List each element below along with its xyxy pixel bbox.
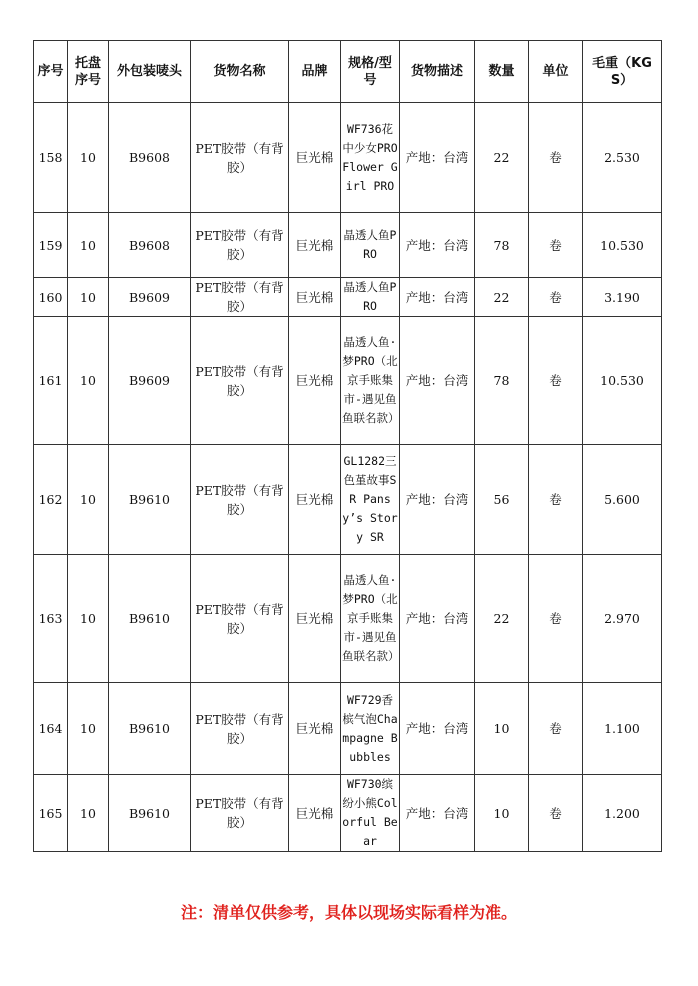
cell-pallet: 10 xyxy=(68,213,109,278)
cell-unit: 卷 xyxy=(529,278,583,317)
col-header-spec: 规格/型号 xyxy=(341,41,400,103)
cell-brand: 巨光棉 xyxy=(289,317,341,445)
cell-spec: GL1282三色堇故事SR Pansy’s Story SR xyxy=(341,445,400,555)
cell-spec: WF729香槟气泡Champagne Bubbles xyxy=(341,683,400,775)
cell-brand: 巨光棉 xyxy=(289,775,341,852)
cell-qty: 56 xyxy=(475,445,529,555)
cell-qty: 78 xyxy=(475,213,529,278)
cell-pallet: 10 xyxy=(68,278,109,317)
cell-qty: 22 xyxy=(475,103,529,213)
cell-name: PET胶带（有背胶） xyxy=(191,445,289,555)
cell-spec: 晶透人鱼·梦PRO（北京手账集市-遇见鱼鱼联名款） xyxy=(341,555,400,683)
cell-weight: 1.100 xyxy=(583,683,662,775)
cell-spec: 晶透人鱼PRO xyxy=(341,213,400,278)
cell-weight: 10.530 xyxy=(583,317,662,445)
cell-seq: 161 xyxy=(34,317,68,445)
cell-name: PET胶带（有背胶） xyxy=(191,317,289,445)
cell-weight: 2.530 xyxy=(583,103,662,213)
cell-desc: 产地：台湾 xyxy=(400,103,475,213)
cell-qty: 10 xyxy=(475,683,529,775)
col-header-weight: 毛重（KGS） xyxy=(583,41,662,103)
packing-list-table xyxy=(33,40,662,852)
cell-unit: 卷 xyxy=(529,445,583,555)
col-header-name: 货物名称 xyxy=(191,41,289,103)
disclaimer-note: 注：清单仅供参考，具体以现场实际看样为准。 xyxy=(180,903,517,922)
table-row xyxy=(34,213,662,278)
cell-desc: 产地：台湾 xyxy=(400,683,475,775)
cell-unit: 卷 xyxy=(529,683,583,775)
cell-pallet: 10 xyxy=(68,103,109,213)
cell-weight: 1.200 xyxy=(583,775,662,852)
cell-brand: 巨光棉 xyxy=(289,445,341,555)
col-header-seq: 序号 xyxy=(34,41,68,103)
cell-spec: WF736花中少女PRO Flower Girl PRO xyxy=(341,103,400,213)
cell-weight: 3.190 xyxy=(583,278,662,317)
cell-seq: 159 xyxy=(34,213,68,278)
col-header-mark: 外包装唛头 xyxy=(109,41,191,103)
col-header-pallet: 托盘序号 xyxy=(68,41,109,103)
cell-desc: 产地：台湾 xyxy=(400,555,475,683)
cell-unit: 卷 xyxy=(529,317,583,445)
cell-qty: 22 xyxy=(475,555,529,683)
col-header-brand: 品牌 xyxy=(289,41,341,103)
cell-mark: B9610 xyxy=(109,555,191,683)
cell-name: PET胶带（有背胶） xyxy=(191,103,289,213)
cell-pallet: 10 xyxy=(68,555,109,683)
cell-spec: 晶透人鱼PRO xyxy=(341,278,400,317)
cell-unit: 卷 xyxy=(529,103,583,213)
cell-brand: 巨光棉 xyxy=(289,555,341,683)
cell-seq: 162 xyxy=(34,445,68,555)
cell-brand: 巨光棉 xyxy=(289,213,341,278)
cell-mark: B9609 xyxy=(109,278,191,317)
cell-name: PET胶带（有背胶） xyxy=(191,555,289,683)
cell-qty: 78 xyxy=(475,317,529,445)
cell-spec: WF730缤纷小熊Colorful Bear xyxy=(341,775,400,852)
cell-unit: 卷 xyxy=(529,775,583,852)
cell-desc: 产地：台湾 xyxy=(400,213,475,278)
cell-seq: 160 xyxy=(34,278,68,317)
header-row xyxy=(34,41,662,103)
cell-mark: B9608 xyxy=(109,103,191,213)
cell-name: PET胶带（有背胶） xyxy=(191,775,289,852)
col-header-desc: 货物描述 xyxy=(400,41,475,103)
cell-name: PET胶带（有背胶） xyxy=(191,683,289,775)
cell-unit: 卷 xyxy=(529,555,583,683)
cell-unit: 卷 xyxy=(529,213,583,278)
cell-pallet: 10 xyxy=(68,683,109,775)
cell-name: PET胶带（有背胶） xyxy=(191,213,289,278)
cell-weight: 5.600 xyxy=(583,445,662,555)
table-row xyxy=(34,103,662,213)
cell-desc: 产地：台湾 xyxy=(400,445,475,555)
table-row xyxy=(34,445,662,555)
table-row xyxy=(34,775,662,852)
table-row xyxy=(34,555,662,683)
cell-mark: B9610 xyxy=(109,775,191,852)
cell-mark: B9610 xyxy=(109,683,191,775)
table-row xyxy=(34,278,662,317)
cell-seq: 163 xyxy=(34,555,68,683)
cell-pallet: 10 xyxy=(68,445,109,555)
table-row xyxy=(34,683,662,775)
cell-desc: 产地：台湾 xyxy=(400,317,475,445)
cell-brand: 巨光棉 xyxy=(289,103,341,213)
cell-brand: 巨光棉 xyxy=(289,683,341,775)
cell-seq: 165 xyxy=(34,775,68,852)
cell-qty: 22 xyxy=(475,278,529,317)
cell-pallet: 10 xyxy=(68,317,109,445)
cell-desc: 产地：台湾 xyxy=(400,278,475,317)
col-header-unit: 单位 xyxy=(529,41,583,103)
cell-name: PET胶带（有背胶） xyxy=(191,278,289,317)
cell-mark: B9608 xyxy=(109,213,191,278)
cell-pallet: 10 xyxy=(68,775,109,852)
cell-seq: 158 xyxy=(34,103,68,213)
cell-desc: 产地：台湾 xyxy=(400,775,475,852)
cell-mark: B9610 xyxy=(109,445,191,555)
cell-qty: 10 xyxy=(475,775,529,852)
cell-seq: 164 xyxy=(34,683,68,775)
col-header-qty: 数量 xyxy=(475,41,529,103)
cell-weight: 2.970 xyxy=(583,555,662,683)
cell-weight: 10.530 xyxy=(583,213,662,278)
cell-spec: 晶透人鱼·梦PRO（北京手账集市-遇见鱼鱼联名款） xyxy=(341,317,400,445)
cell-brand: 巨光棉 xyxy=(289,278,341,317)
table-row xyxy=(34,317,662,445)
cell-mark: B9609 xyxy=(109,317,191,445)
